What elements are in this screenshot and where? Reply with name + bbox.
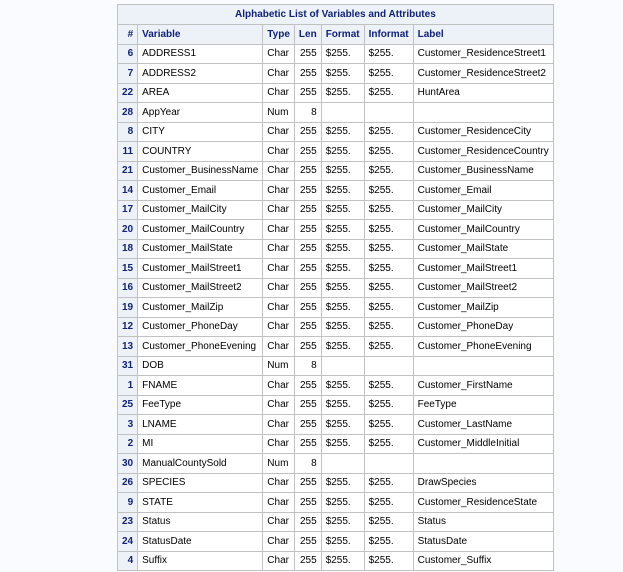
table-row — [118, 161, 554, 181]
cell-label: FeeType — [413, 395, 553, 415]
cell-len: 255 — [294, 337, 321, 357]
cell-format: $255. — [321, 337, 364, 357]
cell-len: 255 — [294, 64, 321, 84]
cell-type: Char — [263, 493, 295, 513]
table-title: Alphabetic List of Variables and Attributes — [118, 5, 554, 25]
cell-len: 255 — [294, 473, 321, 493]
cell-variable: Customer_PhoneEvening — [138, 337, 263, 357]
cell-variable: SPECIES — [138, 473, 263, 493]
cell-informat: $255. — [364, 142, 413, 162]
cell-label: Customer_MailStreet1 — [413, 259, 553, 279]
row-number: 11 — [118, 142, 138, 162]
table-row — [118, 181, 554, 201]
cell-type: Char — [263, 532, 295, 552]
cell-format: $255. — [321, 395, 364, 415]
header-informat: Informat — [364, 25, 413, 45]
cell-type: Char — [263, 181, 295, 201]
cell-variable: ADDRESS2 — [138, 64, 263, 84]
cell-informat — [364, 454, 413, 474]
row-number: 25 — [118, 395, 138, 415]
cell-label: Customer_ResidenceCity — [413, 122, 553, 142]
cell-type: Char — [263, 161, 295, 181]
row-number: 30 — [118, 454, 138, 474]
cell-len: 255 — [294, 395, 321, 415]
cell-len: 255 — [294, 493, 321, 513]
cell-format: $255. — [321, 44, 364, 64]
cell-informat: $255. — [364, 44, 413, 64]
cell-type: Char — [263, 376, 295, 396]
cell-len: 255 — [294, 259, 321, 279]
table-row — [118, 317, 554, 337]
cell-type: Char — [263, 395, 295, 415]
cell-variable: COUNTRY — [138, 142, 263, 162]
cell-label: HuntArea — [413, 83, 553, 103]
cell-informat: $255. — [364, 337, 413, 357]
cell-label: Customer_MailCity — [413, 200, 553, 220]
row-number: 20 — [118, 220, 138, 240]
cell-format: $255. — [321, 415, 364, 435]
cell-format: $255. — [321, 278, 364, 298]
cell-label: Status — [413, 512, 553, 532]
cell-format: $255. — [321, 83, 364, 103]
row-number: 1 — [118, 376, 138, 396]
cell-label: Customer_MailState — [413, 239, 553, 259]
header-number: # — [118, 25, 138, 45]
table-row — [118, 512, 554, 532]
cell-variable: AppYear — [138, 103, 263, 123]
row-number: 19 — [118, 298, 138, 318]
cell-format: $255. — [321, 493, 364, 513]
table-row — [118, 142, 554, 162]
row-number: 12 — [118, 317, 138, 337]
cell-format: $255. — [321, 200, 364, 220]
cell-format: $255. — [321, 161, 364, 181]
variables-attributes-table — [117, 4, 554, 571]
cell-len: 8 — [294, 103, 321, 123]
cell-type: Char — [263, 473, 295, 493]
cell-len: 255 — [294, 44, 321, 64]
cell-variable: Customer_MailCountry — [138, 220, 263, 240]
cell-informat: $255. — [364, 551, 413, 571]
cell-variable: DOB — [138, 356, 263, 376]
cell-informat: $255. — [364, 512, 413, 532]
cell-informat: $255. — [364, 64, 413, 84]
cell-format — [321, 454, 364, 474]
cell-format: $255. — [321, 122, 364, 142]
cell-len: 255 — [294, 142, 321, 162]
cell-len: 255 — [294, 317, 321, 337]
cell-len: 255 — [294, 376, 321, 396]
cell-variable: CITY — [138, 122, 263, 142]
table-row — [118, 200, 554, 220]
cell-format: $255. — [321, 181, 364, 201]
cell-len: 255 — [294, 551, 321, 571]
cell-variable: Customer_BusinessName — [138, 161, 263, 181]
cell-len: 255 — [294, 220, 321, 240]
cell-type: Num — [263, 454, 295, 474]
row-number: 6 — [118, 44, 138, 64]
cell-informat — [364, 103, 413, 123]
cell-informat: $255. — [364, 376, 413, 396]
cell-type: Char — [263, 142, 295, 162]
cell-type: Num — [263, 103, 295, 123]
cell-type: Char — [263, 259, 295, 279]
cell-type: Char — [263, 239, 295, 259]
cell-len: 255 — [294, 122, 321, 142]
cell-informat: $255. — [364, 278, 413, 298]
table-row — [118, 298, 554, 318]
cell-type: Num — [263, 356, 295, 376]
cell-variable: Suffix — [138, 551, 263, 571]
row-number: 23 — [118, 512, 138, 532]
cell-type: Char — [263, 317, 295, 337]
table-body — [118, 44, 554, 571]
cell-len: 255 — [294, 161, 321, 181]
cell-format: $255. — [321, 512, 364, 532]
cell-informat: $255. — [364, 415, 413, 435]
cell-informat: $255. — [364, 200, 413, 220]
cell-type: Char — [263, 220, 295, 240]
cell-type: Char — [263, 337, 295, 357]
cell-variable: Status — [138, 512, 263, 532]
cell-informat: $255. — [364, 220, 413, 240]
cell-len: 255 — [294, 239, 321, 259]
cell-informat: $255. — [364, 181, 413, 201]
cell-type: Char — [263, 278, 295, 298]
table-row — [118, 220, 554, 240]
variables-table-container — [117, 4, 554, 571]
cell-format: $255. — [321, 64, 364, 84]
row-number: 15 — [118, 259, 138, 279]
table-row — [118, 493, 554, 513]
cell-len: 255 — [294, 181, 321, 201]
row-number: 4 — [118, 551, 138, 571]
cell-variable: Customer_PhoneDay — [138, 317, 263, 337]
cell-label: Customer_ResidenceState — [413, 493, 553, 513]
table-row — [118, 44, 554, 64]
cell-len: 255 — [294, 83, 321, 103]
cell-type: Char — [263, 64, 295, 84]
row-number: 22 — [118, 83, 138, 103]
cell-len: 255 — [294, 200, 321, 220]
cell-variable: Customer_MailZip — [138, 298, 263, 318]
table-row — [118, 434, 554, 454]
table-row — [118, 122, 554, 142]
cell-label: Customer_FirstName — [413, 376, 553, 396]
cell-format: $255. — [321, 142, 364, 162]
cell-variable: ManualCountySold — [138, 454, 263, 474]
cell-type: Char — [263, 512, 295, 532]
cell-informat: $255. — [364, 473, 413, 493]
cell-len: 255 — [294, 532, 321, 552]
cell-label: Customer_Suffix — [413, 551, 553, 571]
table-row — [118, 454, 554, 474]
cell-format: $255. — [321, 220, 364, 240]
cell-len: 255 — [294, 512, 321, 532]
cell-label: StatusDate — [413, 532, 553, 552]
cell-variable: STATE — [138, 493, 263, 513]
cell-label: Customer_MailCountry — [413, 220, 553, 240]
cell-variable: AREA — [138, 83, 263, 103]
cell-informat: $255. — [364, 395, 413, 415]
table-row — [118, 259, 554, 279]
row-number: 13 — [118, 337, 138, 357]
table-row — [118, 473, 554, 493]
cell-variable: LNAME — [138, 415, 263, 435]
cell-len: 8 — [294, 454, 321, 474]
table-row — [118, 83, 554, 103]
cell-variable: Customer_MailStreet1 — [138, 259, 263, 279]
table-row — [118, 278, 554, 298]
table-header-row — [118, 25, 554, 45]
row-number: 31 — [118, 356, 138, 376]
table-row — [118, 239, 554, 259]
cell-informat: $255. — [364, 298, 413, 318]
row-number: 24 — [118, 532, 138, 552]
cell-type: Char — [263, 200, 295, 220]
cell-format: $255. — [321, 532, 364, 552]
cell-label: Customer_PhoneDay — [413, 317, 553, 337]
cell-type: Char — [263, 434, 295, 454]
header-len: Len — [294, 25, 321, 45]
cell-label — [413, 103, 553, 123]
cell-label: Customer_ResidenceStreet2 — [413, 64, 553, 84]
cell-variable: StatusDate — [138, 532, 263, 552]
header-label: Label — [413, 25, 553, 45]
cell-label: DrawSpecies — [413, 473, 553, 493]
cell-informat: $255. — [364, 239, 413, 259]
table-row — [118, 415, 554, 435]
cell-variable: FNAME — [138, 376, 263, 396]
row-number: 17 — [118, 200, 138, 220]
cell-label: Customer_LastName — [413, 415, 553, 435]
row-number: 7 — [118, 64, 138, 84]
cell-informat: $255. — [364, 83, 413, 103]
cell-type: Char — [263, 44, 295, 64]
cell-variable: FeeType — [138, 395, 263, 415]
cell-label: Customer_MailStreet2 — [413, 278, 553, 298]
cell-format — [321, 103, 364, 123]
cell-len: 255 — [294, 278, 321, 298]
cell-label: Customer_ResidenceStreet1 — [413, 44, 553, 64]
table-row — [118, 64, 554, 84]
cell-label: Customer_MailZip — [413, 298, 553, 318]
row-number: 14 — [118, 181, 138, 201]
cell-label: Customer_Email — [413, 181, 553, 201]
cell-type: Char — [263, 122, 295, 142]
table-row — [118, 376, 554, 396]
cell-label: Customer_ResidenceCountry — [413, 142, 553, 162]
cell-variable: Customer_MailState — [138, 239, 263, 259]
cell-informat — [364, 356, 413, 376]
cell-len: 255 — [294, 415, 321, 435]
row-number: 18 — [118, 239, 138, 259]
header-variable: Variable — [138, 25, 263, 45]
cell-variable: Customer_MailStreet2 — [138, 278, 263, 298]
table-row — [118, 532, 554, 552]
row-number: 16 — [118, 278, 138, 298]
cell-len: 255 — [294, 298, 321, 318]
cell-variable: MI — [138, 434, 263, 454]
cell-informat: $255. — [364, 317, 413, 337]
row-number: 3 — [118, 415, 138, 435]
cell-type: Char — [263, 83, 295, 103]
cell-format — [321, 356, 364, 376]
cell-format: $255. — [321, 317, 364, 337]
cell-label: Customer_BusinessName — [413, 161, 553, 181]
cell-informat: $255. — [364, 532, 413, 552]
cell-format: $255. — [321, 376, 364, 396]
cell-label: Customer_MiddleInitial — [413, 434, 553, 454]
row-number: 28 — [118, 103, 138, 123]
cell-informat: $255. — [364, 122, 413, 142]
cell-variable: Customer_MailCity — [138, 200, 263, 220]
cell-format: $255. — [321, 239, 364, 259]
cell-label — [413, 454, 553, 474]
table-row — [118, 551, 554, 571]
cell-type: Char — [263, 551, 295, 571]
cell-type: Char — [263, 415, 295, 435]
row-number: 8 — [118, 122, 138, 142]
table-row — [118, 337, 554, 357]
cell-informat: $255. — [364, 493, 413, 513]
cell-type: Char — [263, 298, 295, 318]
row-number: 2 — [118, 434, 138, 454]
cell-format: $255. — [321, 473, 364, 493]
table-title-row — [118, 5, 554, 25]
cell-variable: ADDRESS1 — [138, 44, 263, 64]
cell-format: $255. — [321, 434, 364, 454]
header-format: Format — [321, 25, 364, 45]
cell-variable: Customer_Email — [138, 181, 263, 201]
cell-informat: $255. — [364, 161, 413, 181]
cell-format: $255. — [321, 259, 364, 279]
row-number: 21 — [118, 161, 138, 181]
cell-informat: $255. — [364, 259, 413, 279]
table-row — [118, 356, 554, 376]
cell-len: 255 — [294, 434, 321, 454]
cell-format: $255. — [321, 298, 364, 318]
table-row — [118, 103, 554, 123]
cell-label — [413, 356, 553, 376]
cell-informat: $255. — [364, 434, 413, 454]
row-number: 9 — [118, 493, 138, 513]
cell-len: 8 — [294, 356, 321, 376]
table-row — [118, 395, 554, 415]
cell-label: Customer_PhoneEvening — [413, 337, 553, 357]
row-number: 26 — [118, 473, 138, 493]
cell-format: $255. — [321, 551, 364, 571]
header-type: Type — [263, 25, 295, 45]
